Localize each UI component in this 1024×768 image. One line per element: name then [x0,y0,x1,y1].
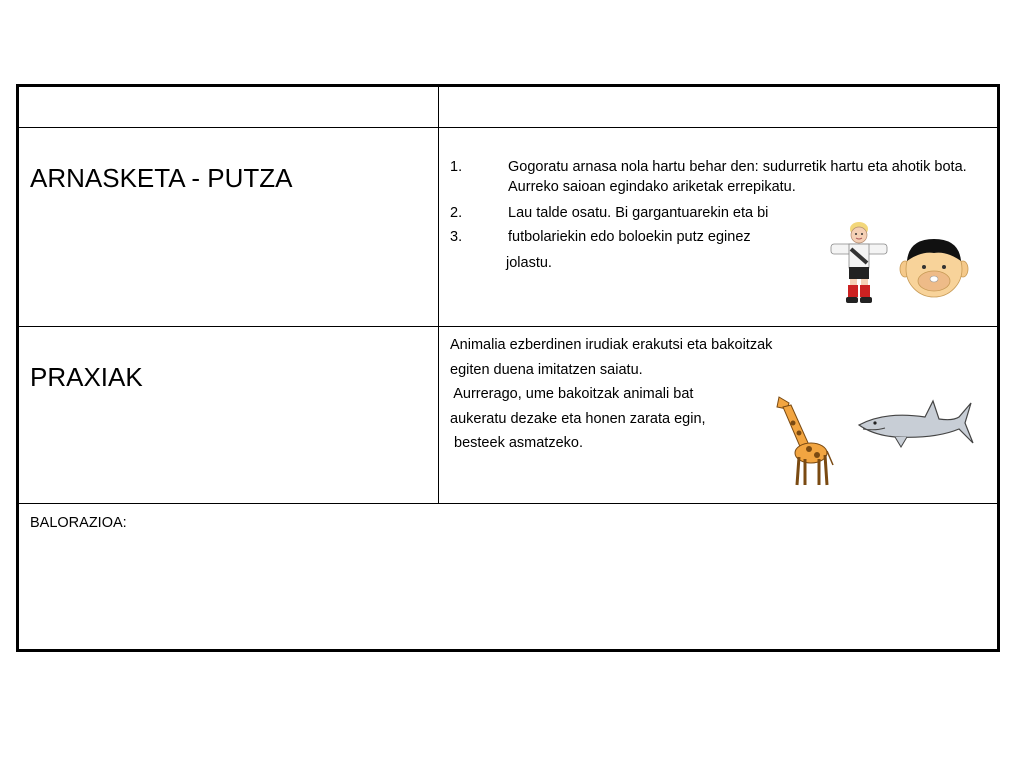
arnasketa-title: ARNASKETA - PUTZA [30,163,293,193]
balorazioa-label: BALORAZIOA: [30,515,127,531]
praxiak-title: PRAXIAK [30,362,143,392]
row-divider-3 [19,503,997,504]
header-cell-left [19,87,438,127]
arnasketa-list [450,157,970,273]
list-item [450,157,970,197]
text-line: besteek asmatzeko. [450,435,583,451]
text-line: Animalia ezberdinen irudiak erakutsi eta bakoitzak [450,337,773,353]
list-item-text: Gogoratu arnasa nola hartu behar den: sudurretik hartu eta ahotik bota. Aurreko saioan egindako ariketak errepikatu. [508,159,967,195]
list-item [450,227,970,247]
shark-icon [855,399,975,449]
list-item-number: 3. [450,229,463,245]
list-item-text: Lau talde osatu. Bi gargantuarekin eta bi [508,205,769,221]
row-divider-1 [19,127,997,128]
footballer-icon [829,219,889,305]
row-divider-2 [19,326,997,327]
list-item-number: 2. [450,205,463,221]
column-divider [438,87,439,503]
session-table [16,84,1000,652]
text-line: aukeratu dezake eta honen zarata egin, [450,410,706,427]
list-item-number: 1. [450,159,463,175]
list-item [450,203,970,223]
header-cell-right [440,87,1000,127]
text-line: egiten duena imitatzen saiatu. [450,361,643,378]
list-item-text: futbolariekin edo boloekin putz eginez [508,229,751,245]
giraffe-icon [765,393,835,489]
gargantua-face-icon [899,235,969,299]
list-continuation: jolastu. [506,255,552,271]
text-line: Aurrerago, ume bakoitzak animali bat [450,386,694,402]
